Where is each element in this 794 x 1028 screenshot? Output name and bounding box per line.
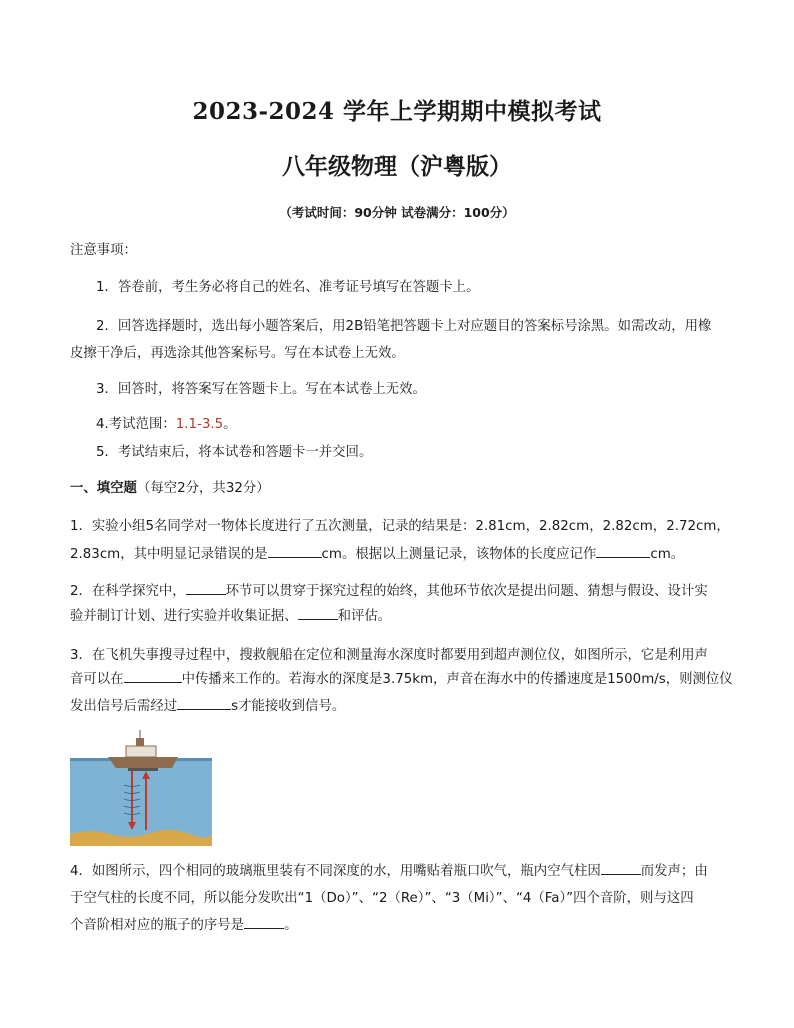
q3-line-1: 3．在飞机失事搜寻过程中，搜救舰船在定位和测量海水深度时都要用到超声测位仪，如图所示，它是利用声: [70, 648, 708, 663]
exam-info: （考试时间：90分钟 试卷满分：100分）: [279, 205, 515, 220]
note-item-4-suffix: 。: [223, 417, 237, 432]
q4-text-d: 。: [284, 918, 298, 933]
q4-text-b: 而发声；由: [640, 864, 708, 879]
q3-text-c: 发出信号后需经过: [70, 699, 178, 714]
section-heading-score: （每空2分，共32分）: [136, 481, 270, 496]
sonar-ship-figure: [70, 730, 212, 846]
section-heading-title: 一、填空题: [70, 481, 137, 496]
note-item-1: 1．答卷前，考生务必将自己的姓名、准考证号填写在答题卡上。: [96, 280, 480, 295]
answer-blank[interactable]: [124, 668, 182, 683]
note-item-2-line-2: 皮擦干净后，再选涂其他答案标号。写在本试卷上无效。: [70, 346, 405, 361]
q3-text-a: 音可以在: [70, 672, 124, 687]
answer-blank[interactable]: [268, 543, 322, 558]
q4-line-3: [70, 911, 730, 940]
q2-text-c: 验并制订计划、进行实验并收集证据、: [70, 609, 298, 624]
q1-line-2: [70, 540, 730, 569]
q4-text-a: 4．如图所示，四个相同的玻璃瓶里装有不同深度的水，用嘴贴着瓶口吹气，瓶内空气柱因: [70, 864, 601, 879]
note-item-4-prefix: 4.考试范围：: [96, 417, 176, 432]
q1-text-c: cm。: [650, 547, 685, 562]
exam-subtitle: 八年级物理（沪粤版）: [282, 153, 512, 180]
q3-text-d: s才能接收到信号。: [231, 699, 346, 714]
q2-text-b: 环节可以贯穿于探究过程的始终，其他环节依次是提出问题、猜想与假设、设计实: [225, 584, 708, 599]
q3-line-2: [70, 665, 733, 694]
exam-range: 1.1-3.5: [175, 417, 224, 432]
sonar-device: [128, 768, 158, 771]
note-item-2-line-1: 2．回答选择题时，选出每小题答案后，用2B铅笔把答题卡上对应题目的答案标号涂黑。如需改动，用橡: [96, 319, 712, 334]
answer-blank[interactable]: [298, 605, 338, 620]
answer-blank[interactable]: [596, 543, 650, 558]
answer-blank[interactable]: [601, 860, 641, 875]
q1-line-1: 1．实验小组5名同学对一物体长度进行了五次测量，记录的结果是：2.81cm，2.82cm，2.82cm，2.72cm，: [70, 519, 730, 534]
ship-cabin: [126, 746, 156, 757]
answer-blank[interactable]: [177, 695, 231, 710]
answer-blank[interactable]: [186, 580, 226, 595]
q3-line-3: [70, 692, 730, 721]
q2-text-a: 2．在科学探究中，: [70, 584, 186, 599]
answer-blank[interactable]: [244, 914, 284, 929]
exam-title: 2023-2024 学年上学期期中模拟考试: [192, 98, 602, 125]
ship-funnel: [136, 738, 144, 746]
q4-line-2: 于空气柱的长度不同，所以能分发吹出“1（Do）”、“2（Re）”、“3（Mi）”、“4（Fa）”四个音阶，则与这四: [70, 891, 694, 906]
ship-hull: [108, 757, 178, 768]
q3-text-b: 中传播来工作的。若海水的深度是3.75km，声音在海水中的传播速度是1500m/s，则测位仪: [181, 672, 733, 687]
q4-text-c: 个音阶相对应的瓶子的序号是: [70, 918, 245, 933]
note-item-5: 5．考试结束后，将本试卷和答题卡一并交回。: [96, 445, 373, 460]
q1-text-a: 2.83cm，其中明显记录错误的是: [70, 547, 268, 562]
q4-line-1: [70, 857, 730, 886]
note-item-4: [96, 410, 756, 439]
notes-heading: 注意事项：: [70, 243, 137, 258]
note-item-3: 3．回答时，将答案写在答题卡上。写在本试卷上无效。: [96, 382, 426, 397]
section-heading: [70, 474, 730, 503]
q2-line-2: [70, 602, 730, 631]
q2-text-d: 和评估。: [337, 609, 392, 624]
q1-text-b: cm。根据以上测量记录，该物体的长度应记作: [321, 547, 597, 562]
